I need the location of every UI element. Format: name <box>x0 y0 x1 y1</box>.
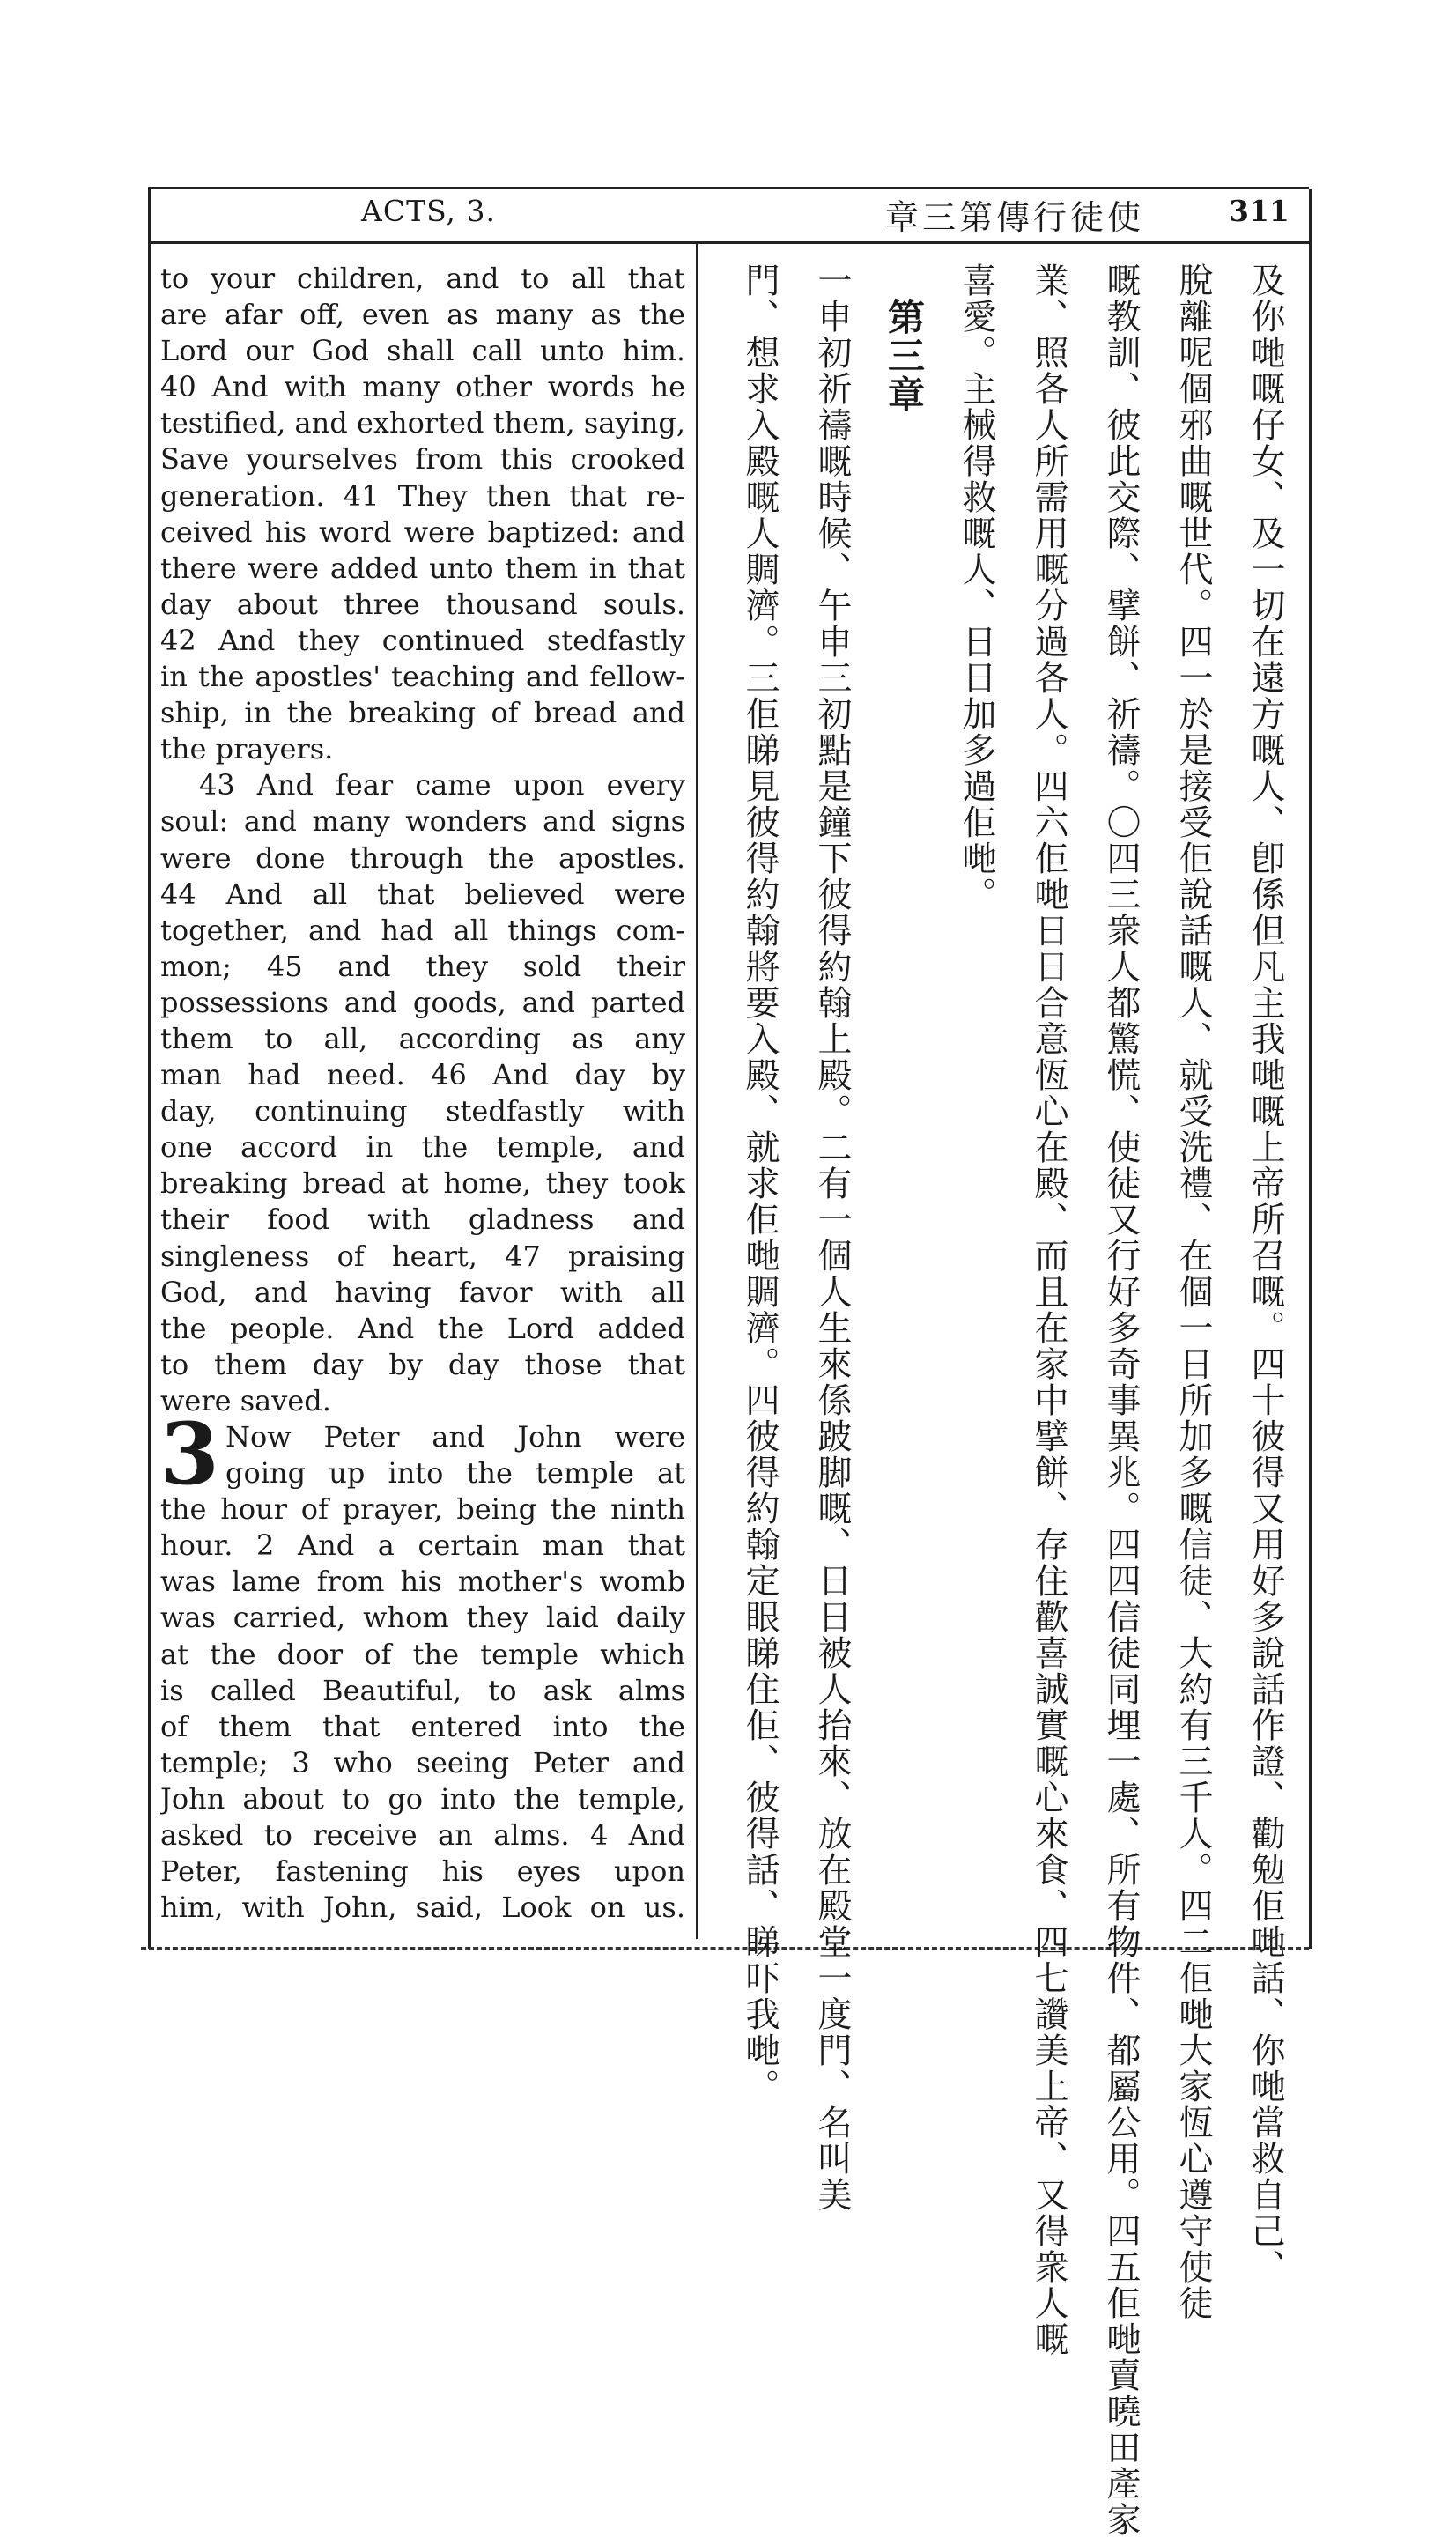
english-line: ceived his word were baptized: and <box>160 514 685 549</box>
english-line: the hour of prayer, being the ninth <box>160 1492 685 1527</box>
english-line: their food with gladness and <box>160 1202 685 1237</box>
english-line: is called Beautiful, to ask alms <box>160 1673 685 1707</box>
english-line: of them that entered into the <box>160 1709 685 1743</box>
chapter-drop-cap: 3 <box>160 1404 219 1504</box>
english-line: Save yourselves from this crooked <box>160 442 685 477</box>
chinese-text-area <box>705 263 1295 2538</box>
running-head-english: ACTS, 3. <box>361 194 496 228</box>
english-line: was carried, whom they laid daily <box>160 1601 685 1635</box>
english-line: 43 And fear came upon every <box>199 768 685 803</box>
english-line: Lord our God shall call unto him. <box>160 334 685 368</box>
english-line: mon; 45 and they sold their <box>160 949 685 983</box>
english-line: soul: and many wonders and signs <box>160 804 685 839</box>
chinese-column: 門、想求入殿嘅人賙濟。三佢睇見彼得約翰將要入殿、就求佢哋賙濟。四彼得約翰定眼睇住佢、彼得話、睇吓我哋。 <box>740 263 780 2105</box>
english-line: together, and had all things com- <box>160 913 685 947</box>
english-line: the people. And the Lord added <box>160 1311 685 1345</box>
english-line: testified, and exhorted them, saying, <box>160 406 685 440</box>
chinese-column: 及你哋嘅仔女、及一切在遠方嘅人、卽係但凡主我哋嘅上帝所召嘅。四十彼得又用好多說話作證、勸勉佢哋話、你哋當救自己、 <box>1245 263 1285 2285</box>
english-line: Now Peter and John were <box>225 1420 685 1454</box>
english-line: them to all, according as any <box>160 1021 685 1055</box>
english-block-chapter-3 <box>160 1404 685 1926</box>
english-line: are afar off, even as many as the <box>160 298 685 332</box>
english-line: day about three thousand souls. <box>160 587 685 621</box>
english-line: 42 And they continued stedfastly <box>160 623 685 657</box>
english-column <box>160 261 685 1926</box>
english-line: were done through the apostles. <box>160 840 685 875</box>
english-line: possessions and goods, and parted <box>160 985 685 1019</box>
english-line: breaking bread at home, they took <box>160 1166 685 1201</box>
english-line: generation. 41 They then that re- <box>160 478 685 513</box>
english-line: temple; 3 who seeing Peter and <box>160 1745 685 1780</box>
english-line: ship, in the breaking of bread and <box>160 696 685 730</box>
english-line: 40 And with many other words he <box>160 370 685 404</box>
chinese-column: 喜愛。主械得救嘅人、日日加多過佢哋。 <box>957 263 996 913</box>
english-line: to your children, and to all that <box>160 262 685 295</box>
english-line: in the apostles' teaching and fellow- <box>160 660 685 694</box>
english-block-chapter-2 <box>160 261 685 1419</box>
english-line: 44 And all that believed were <box>160 877 685 911</box>
column-divider <box>696 243 698 1939</box>
english-line: Peter, fastening his eyes upon <box>160 1854 685 1889</box>
running-head-chinese: 章三第傳行徒使 <box>885 198 1145 237</box>
chinese-column: 嘅教訓、彼此交際、擘餅、祈禱。〇四三衆人都驚慌、使徒又行好多奇事異兆。四四信徒同埋一處、所有物件、都屬公用。四五佢哋賣曉田產家 <box>1101 263 1141 2538</box>
chinese-column: 業、照各人所需用嘅分過各人。四六佢哋日日合意恆心在殿、而且在家中擘餅、存住歡喜誠實嘅心來食、四七讚美上帝、又得衆人嘅 <box>1029 263 1068 2357</box>
chinese-column: 脫離呢個邪曲嘅世代。四一於是接受佢說話嘅人、就受洗禮、在個一日所加多嘅信徒、大約有三千人。四二佢哋大家恆心遵守使徒 <box>1173 263 1213 2321</box>
english-line: day, continuing stedfastly with <box>160 1094 685 1128</box>
english-line: man had need. 46 And day by <box>160 1058 685 1092</box>
english-line: singleness of heart, 47 praising <box>160 1239 685 1273</box>
english-line: God, and having favor with all <box>160 1275 685 1309</box>
english-line: were saved. <box>160 1383 331 1417</box>
english-line: John about to go into the temple, <box>160 1781 685 1816</box>
english-line: asked to receive an alms. 4 And <box>160 1818 685 1853</box>
english-line: him, with John, said, Look on us. <box>160 1891 685 1925</box>
chinese-column: 一申初祈禱嘅時候、午申三初點是鐘下彼得約翰上殿。二有一個人生來係跛脚嘅、日日被人抬來、放在殿堂一度門、名叫美 <box>812 263 852 2213</box>
english-line: going up into the temple at <box>225 1456 685 1491</box>
page-number: 311 <box>1229 194 1290 228</box>
chinese-column: 第三章 <box>883 298 926 414</box>
english-line: to them day by day those that <box>160 1347 685 1381</box>
english-line: there were added unto them in that <box>160 551 685 585</box>
english-line: one accord in the temple, and <box>160 1130 685 1165</box>
english-line: hour. 2 And a certain man that <box>160 1528 685 1563</box>
english-line: the prayers. <box>160 732 334 766</box>
english-line: at the door of the temple which <box>160 1637 685 1671</box>
english-line: was lame from his mother's womb <box>160 1565 685 1599</box>
